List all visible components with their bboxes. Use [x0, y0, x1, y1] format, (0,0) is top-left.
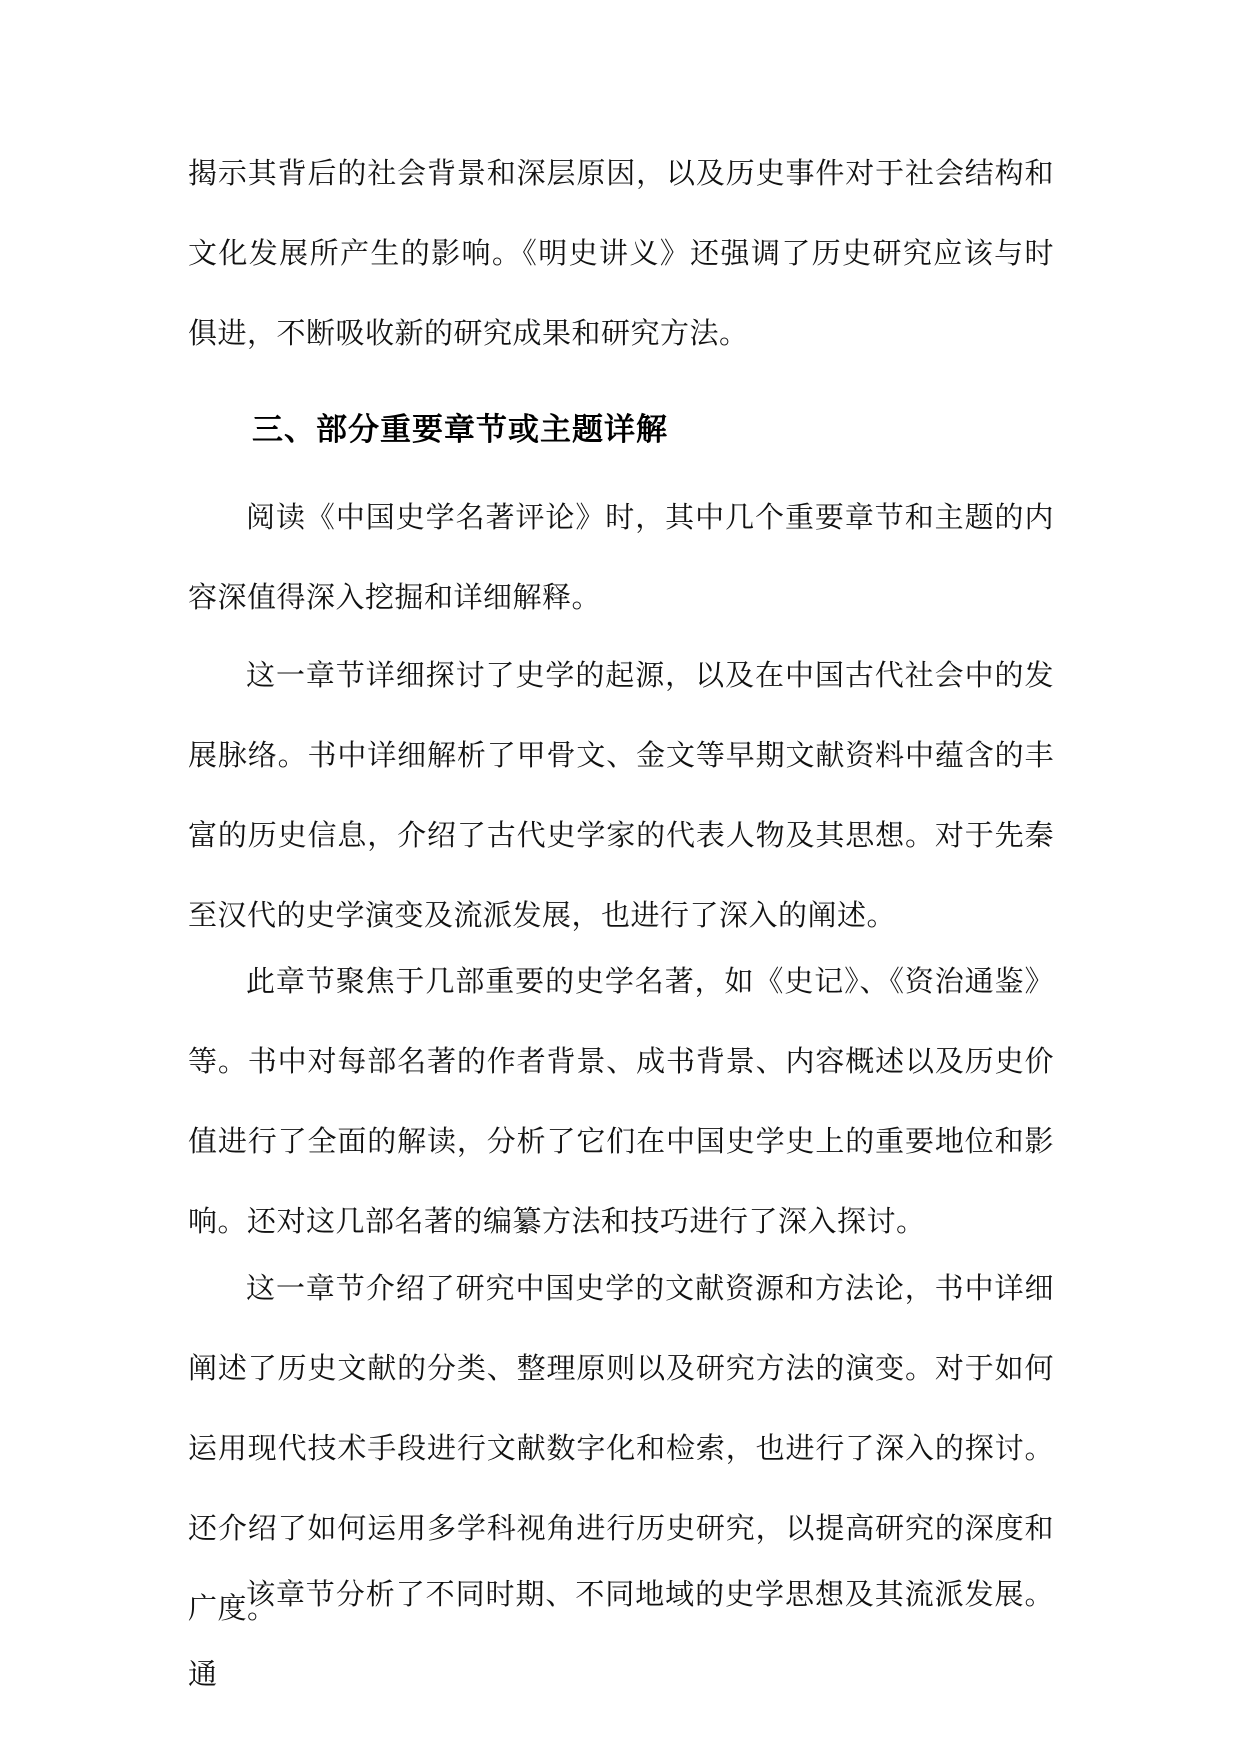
- continuation-paragraph: 揭示其背后的社会背景和深层原因，以及历史事件对于社会结构和文化发展所产生的影响。《明史讲义》还强调了历史研究应该与时俱进，不断吸收新的研究成果和研究方法。: [188, 156, 1054, 350]
- body-paragraph: 阅读《中国史学名著评论》时，其中几个重要章节和主题的内容深值得深入挖掘和详细解释。: [188, 500, 1054, 614]
- section-heading: 三、部分重要章节或主题详解: [252, 412, 668, 448]
- body-paragraph: 这一章节详细探讨了史学的起源，以及在中国古代社会中的发展脉络。书中详细解析了甲骨文、金文等早期文献资料中蕴含的丰富的历史信息，介绍了古代史学家的代表人物及其思想。对于先秦至汉代的史学演变及流派发展，也进行了深入的阐述。: [188, 658, 1054, 932]
- body-paragraph: 该章节分析了不同时期、不同地域的史学思想及其流派发展。通: [188, 1577, 1054, 1691]
- body-paragraph: 这一章节介绍了研究中国史学的文献资源和方法论，书中详细阐述了历史文献的分类、整理原则以及研究方法的演变。对于如何运用现代技术手段进行文献数字化和检索，也进行了深入的探讨。还介绍了如何运用多学科视角进行历史研究，以提高研究的深度和广度。: [188, 1271, 1054, 1625]
- body-paragraph: 此章节聚焦于几部重要的史学名著，如《史记》、《资治通鉴》等。书中对每部名著的作者背景、成书背景、内容概述以及历史价值进行了全面的解读，分析了它们在中国史学史上的重要地位和影响。还对这几部名著的编纂方法和技巧进行了深入探讨。: [188, 964, 1054, 1238]
